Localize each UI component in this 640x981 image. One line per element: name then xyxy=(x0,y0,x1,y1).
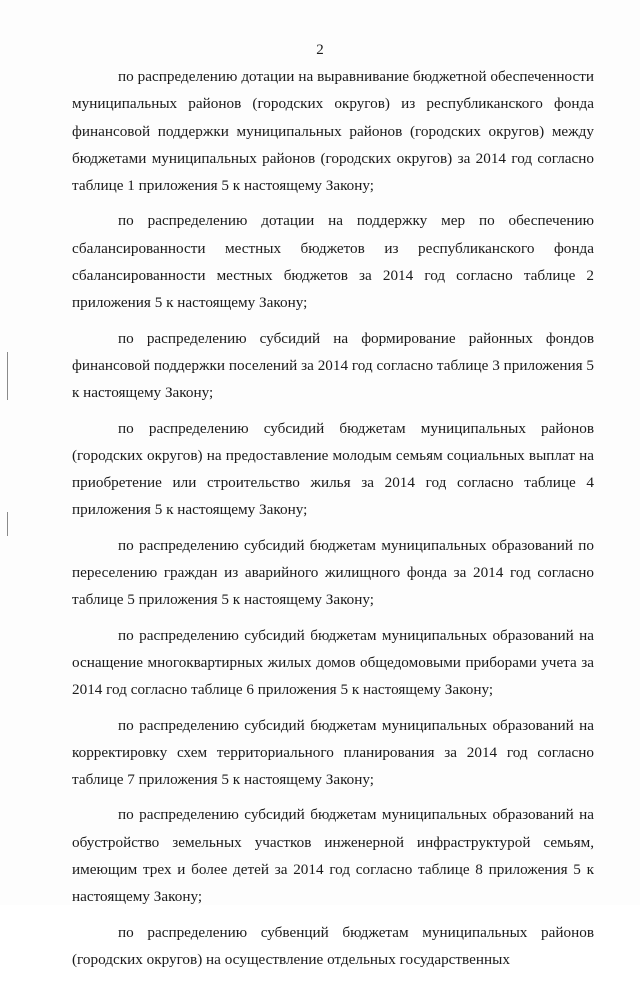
document-body xyxy=(72,63,594,981)
paragraph-2: по распределению дотации на поддержку мер по обеспечению сбалансированности местных бюджетов из республиканского фонда сбалансированности местных бюджетов за 2014 год согласно таблице 2 приложения 5 к настоящему Закону; xyxy=(72,212,594,312)
paragraph-6: по распределению субсидий бюджетам муниципальных образований на оснащение многоквартирных жилых домов общедомовыми приборами учета за 2014 год согласно таблице 6 приложения 5 к настоящему Закону; xyxy=(72,626,594,699)
scan-edge-mark xyxy=(7,512,8,536)
scan-edge-mark xyxy=(7,352,8,400)
paragraph-1: по распределению дотации на выравнивание бюджетной обеспеченности муниципальных районов (городских округов) из республиканского фонда финансовой поддержки муниципальных районов (городских округов) между бюджетами муниципальных районов (городских округов) за 2014 год согласно таблице 1 приложения 5 к настоящему Закону; xyxy=(72,68,594,195)
paragraph-8: по распределению субсидий бюджетам муниципальных образований на обустройство земельных участков инженерной инфраструктурой семьям, имеющим трех и более детей за 2014 год согласно таблице 8 приложения 5 к настоящему Закону; xyxy=(72,806,594,906)
paragraph-3: по распределению субсидий на формирование районных фондов финансовой поддержки поселений за 2014 год согласно таблице 3 приложения 5 к настоящему Закону; xyxy=(72,329,594,402)
paragraph-7: по распределению субсидий бюджетам муниципальных образований на корректировку схем территориального планирования за 2014 год согласно таблице 7 приложения 5 к настоящему Закону; xyxy=(72,716,594,789)
paragraph-5: по распределению субсидий бюджетам муниципальных образований по переселению граждан из аварийного жилищного фонда за 2014 год согласно таблице 5 приложения 5 к настоящему Закону; xyxy=(72,536,594,609)
paragraph-4: по распределению субсидий бюджетам муниципальных районов (городских округов) на предоставление молодым семьям социальных выплат на приобретение или строительство жилья за 2014 год согласно таблице 4 приложения 5 к настоящему Закону; xyxy=(72,419,594,519)
page-number: 2 xyxy=(316,42,324,58)
paragraph-9: по распределению субвенций бюджетам муниципальных районов (городских округов) на осуществление отдельных государственных xyxy=(72,923,594,968)
